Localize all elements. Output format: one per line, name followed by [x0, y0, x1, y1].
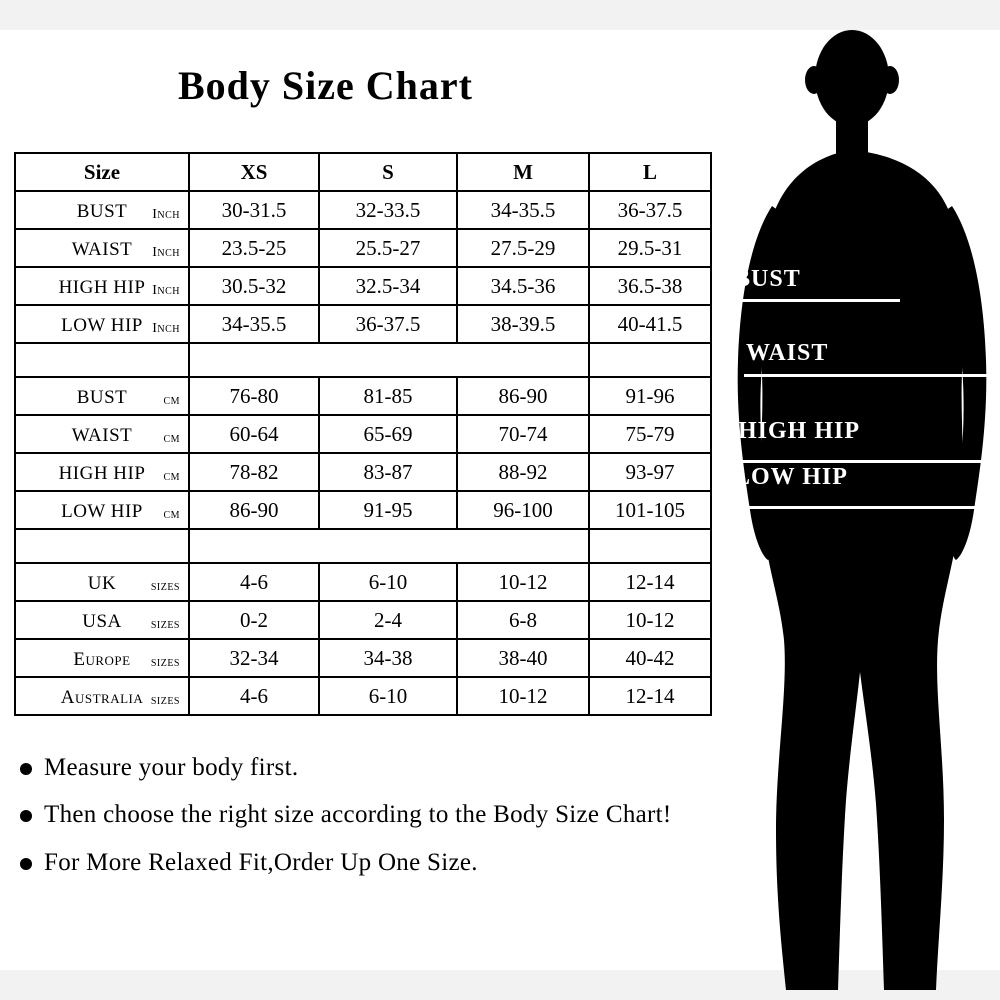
- table-row: [15, 267, 711, 305]
- section-spacer: [15, 529, 711, 563]
- cell: 12-14: [589, 677, 711, 715]
- row-name: HIGH HIP: [58, 462, 146, 484]
- header-cell-l: L: [589, 153, 711, 191]
- cell: 101-105: [589, 491, 711, 529]
- cell: 10-12: [457, 563, 589, 601]
- cell: 83-87: [319, 453, 457, 491]
- cell: 36-37.5: [319, 305, 457, 343]
- cell: 40-42: [589, 639, 711, 677]
- cell: 4-6: [189, 677, 319, 715]
- low-hip-guide-line: [732, 506, 992, 509]
- note-text: Then choose the right size according to the Body Size Chart!: [44, 801, 672, 829]
- row-label-high-hip-cm: [15, 453, 189, 491]
- cell: 2-4: [319, 601, 457, 639]
- row-name: USA: [82, 610, 122, 632]
- bullet-icon: [20, 810, 32, 822]
- table-row: [15, 229, 711, 267]
- cell: 93-97: [589, 453, 711, 491]
- table-row: [15, 191, 711, 229]
- cell: 36.5-38: [589, 267, 711, 305]
- row-name: WAIST: [71, 424, 133, 446]
- cell: 4-6: [189, 563, 319, 601]
- cell: 6-10: [319, 677, 457, 715]
- cell: 34-38: [319, 639, 457, 677]
- cell: 91-95: [319, 491, 457, 529]
- silhouette-icon: [710, 0, 1000, 1000]
- spacer-cell: [457, 343, 589, 377]
- spacer-cell: [15, 343, 189, 377]
- row-label-waist-inch: [15, 229, 189, 267]
- table-row: [15, 491, 711, 529]
- note-text: Measure your body first.: [44, 754, 299, 781]
- cell: 36-37.5: [589, 191, 711, 229]
- header-cell-m: M: [457, 153, 589, 191]
- cell: 10-12: [457, 677, 589, 715]
- cell: 6-10: [319, 563, 457, 601]
- row-name: LOW HIP: [61, 500, 143, 522]
- header-cell-size: Size: [15, 153, 189, 191]
- bullet-icon: [20, 763, 32, 775]
- cell: 34.5-36: [457, 267, 589, 305]
- row-label-high-hip-inch: [15, 267, 189, 305]
- cell: 60-64: [189, 415, 319, 453]
- spacer-cell: [589, 529, 711, 563]
- table-row: [15, 639, 711, 677]
- row-label-bust-cm: [15, 377, 189, 415]
- row-name: LOW HIP: [61, 314, 143, 336]
- cell: 38-39.5: [457, 305, 589, 343]
- cell: 23.5-25: [189, 229, 319, 267]
- cell: 78-82: [189, 453, 319, 491]
- spacer-cell: [319, 343, 457, 377]
- cell: 12-14: [589, 563, 711, 601]
- table-row: [15, 377, 711, 415]
- list-item: [14, 847, 714, 878]
- cell: 65-69: [319, 415, 457, 453]
- cell: 32.5-34: [319, 267, 457, 305]
- cell: 91-96: [589, 377, 711, 415]
- row-unit: sizes: [150, 655, 180, 670]
- cell: 30-31.5: [189, 191, 319, 229]
- row-unit: sizes: [150, 579, 180, 594]
- bullet-icon: [20, 858, 32, 870]
- cell: 76-80: [189, 377, 319, 415]
- row-label-low-hip-inch: [15, 305, 189, 343]
- row-label-europe: [15, 639, 189, 677]
- row-name: BUST: [76, 200, 128, 222]
- cell: 34-35.5: [189, 305, 319, 343]
- spacer-cell: [189, 343, 319, 377]
- row-label-low-hip-cm: [15, 491, 189, 529]
- cell: 86-90: [189, 491, 319, 529]
- table-row: [15, 677, 711, 715]
- row-name: HIGH HIP: [58, 276, 146, 298]
- cell: 29.5-31: [589, 229, 711, 267]
- cell: 32-33.5: [319, 191, 457, 229]
- figure-label-bust: BUST: [734, 266, 801, 292]
- cell: 81-85: [319, 377, 457, 415]
- figure-label-waist: WAIST: [746, 340, 829, 366]
- row-name: BUST: [76, 386, 128, 408]
- page-title: Body Size Chart: [178, 63, 473, 108]
- bust-guide-line: [732, 299, 900, 302]
- cell: 0-2: [189, 601, 319, 639]
- row-unit: Inch: [152, 321, 180, 336]
- spacer-cell: [189, 529, 319, 563]
- figure-label-low-hip: LOW HIP: [734, 464, 848, 490]
- row-unit: Inch: [152, 245, 180, 260]
- row-unit: cm: [163, 431, 180, 446]
- spacer-cell: [319, 529, 457, 563]
- row-unit: sizes: [150, 693, 180, 708]
- cell: 32-34: [189, 639, 319, 677]
- spacer-cell: [589, 343, 711, 377]
- list-item: [14, 752, 714, 783]
- cell: 34-35.5: [457, 191, 589, 229]
- high-hip-guide-line: [736, 460, 1000, 463]
- cell: 40-41.5: [589, 305, 711, 343]
- header-cell-xs: XS: [189, 153, 319, 191]
- row-label-uk: [15, 563, 189, 601]
- row-unit: cm: [163, 469, 180, 484]
- header-cell-s: S: [319, 153, 457, 191]
- row-name: Australia: [60, 686, 144, 708]
- waist-guide-line: [744, 374, 1000, 377]
- row-name: Europe: [73, 648, 131, 670]
- row-label-australia: [15, 677, 189, 715]
- row-unit: cm: [163, 393, 180, 408]
- size-table: [14, 152, 712, 716]
- row-label-bust-inch: [15, 191, 189, 229]
- section-spacer: [15, 343, 711, 377]
- row-label-waist-cm: [15, 415, 189, 453]
- cell: 25.5-27: [319, 229, 457, 267]
- list-item: [14, 799, 714, 830]
- row-name: WAIST: [71, 238, 133, 260]
- notes-list: [14, 752, 714, 894]
- cell: 6-8: [457, 601, 589, 639]
- table-row: [15, 415, 711, 453]
- table-row: [15, 305, 711, 343]
- row-unit: Inch: [152, 283, 180, 298]
- spacer-cell: [457, 529, 589, 563]
- cell: 88-92: [457, 453, 589, 491]
- cell: 10-12: [589, 601, 711, 639]
- row-label-usa: [15, 601, 189, 639]
- cell: 27.5-29: [457, 229, 589, 267]
- table-row: [15, 453, 711, 491]
- cell: 70-74: [457, 415, 589, 453]
- cell: 38-40: [457, 639, 589, 677]
- row-unit: Inch: [152, 207, 180, 222]
- spacer-cell: [15, 529, 189, 563]
- row-name: UK: [87, 572, 117, 594]
- row-unit: cm: [163, 507, 180, 522]
- cell: 86-90: [457, 377, 589, 415]
- cell: 30.5-32: [189, 267, 319, 305]
- table-row: [15, 563, 711, 601]
- table-row: [15, 601, 711, 639]
- row-unit: sizes: [150, 617, 180, 632]
- cell: 75-79: [589, 415, 711, 453]
- body-silhouette-figure: [710, 0, 1000, 1000]
- table-header-row: [15, 153, 711, 191]
- figure-label-high-hip: HIGH HIP: [738, 418, 861, 444]
- note-text: For More Relaxed Fit,Order Up One Size.: [44, 848, 478, 876]
- cell: 96-100: [457, 491, 589, 529]
